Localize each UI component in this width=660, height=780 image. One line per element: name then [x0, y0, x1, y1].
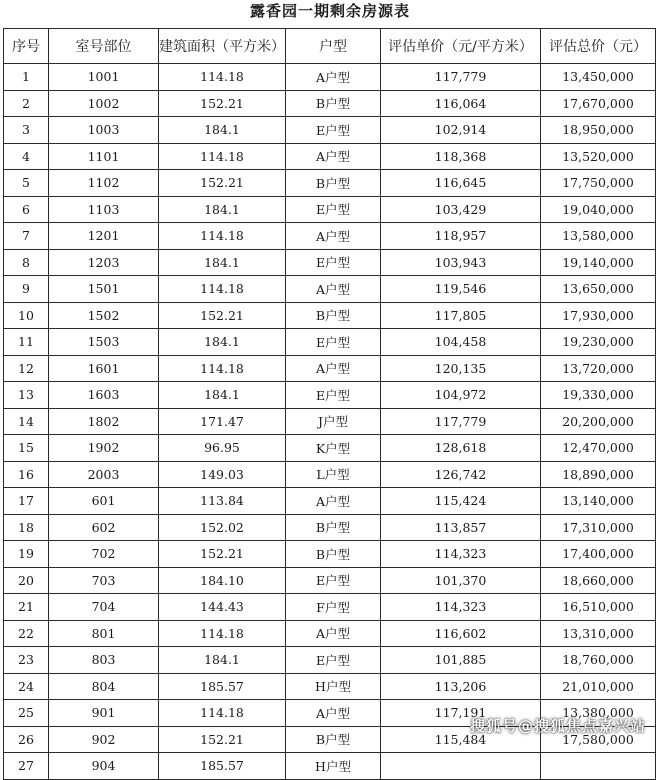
cell-type: A户型 [286, 488, 381, 515]
table-row [4, 408, 656, 435]
cell-area: 184.1 [159, 647, 286, 674]
cell-type: E户型 [286, 249, 381, 276]
cell-unit-price: 126,742 [381, 461, 541, 488]
cell-type: A户型 [286, 700, 381, 727]
cell-unit-price: 118,368 [381, 143, 541, 170]
table-row [4, 647, 656, 674]
cell-room: 902 [49, 726, 159, 753]
cell-type: A户型 [286, 620, 381, 647]
cell-area: 114.18 [159, 276, 286, 303]
cell-area: 152.02 [159, 514, 286, 541]
table-row [4, 329, 656, 356]
cell-room: 1902 [49, 435, 159, 462]
cell-type: A户型 [286, 64, 381, 91]
cell-type: K户型 [286, 435, 381, 462]
cell-total-price: 13,650,000 [541, 276, 656, 303]
cell-type: B户型 [286, 302, 381, 329]
cell-serial: 19 [4, 541, 49, 568]
cell-room: 1102 [49, 170, 159, 197]
cell-area: 184.1 [159, 329, 286, 356]
cell-type: B户型 [286, 541, 381, 568]
cell-unit-price: 119,546 [381, 276, 541, 303]
cell-type: E户型 [286, 567, 381, 594]
cell-serial: 20 [4, 567, 49, 594]
cell-type: A户型 [286, 355, 381, 382]
table-row [4, 435, 656, 462]
cell-type: A户型 [286, 276, 381, 303]
cell-unit-price: 117,805 [381, 302, 541, 329]
table-row [4, 461, 656, 488]
header-type: 户型 [286, 29, 381, 64]
table-row [4, 541, 656, 568]
cell-room: 704 [49, 594, 159, 621]
cell-area: 114.18 [159, 64, 286, 91]
cell-room: 1603 [49, 382, 159, 409]
cell-serial: 9 [4, 276, 49, 303]
table-row [4, 90, 656, 117]
cell-total-price: 17,580,000 [541, 726, 656, 753]
cell-unit-price: 103,429 [381, 196, 541, 223]
cell-total-price: 18,660,000 [541, 567, 656, 594]
cell-area: 184.1 [159, 196, 286, 223]
table-row [4, 594, 656, 621]
table-row [4, 249, 656, 276]
cell-serial: 17 [4, 488, 49, 515]
cell-total-price: 17,670,000 [541, 90, 656, 117]
cell-area: 185.57 [159, 673, 286, 700]
cell-unit-price [381, 753, 541, 780]
cell-total-price: 19,140,000 [541, 249, 656, 276]
cell-unit-price: 104,972 [381, 382, 541, 409]
header-total-price: 评估总价（元） [541, 29, 656, 64]
cell-serial: 16 [4, 461, 49, 488]
cell-area: 152.21 [159, 302, 286, 329]
cell-total-price: 21,010,000 [541, 673, 656, 700]
cell-room: 1203 [49, 249, 159, 276]
header-area: 建筑面积（平方米） [159, 29, 286, 64]
cell-unit-price: 117,779 [381, 408, 541, 435]
cell-area: 185.57 [159, 753, 286, 780]
cell-room: 1601 [49, 355, 159, 382]
cell-total-price: 17,750,000 [541, 170, 656, 197]
cell-area: 152.21 [159, 726, 286, 753]
page-title: 露香园一期剩余房源表 [249, 2, 410, 20]
cell-serial: 15 [4, 435, 49, 462]
cell-room: 1101 [49, 143, 159, 170]
cell-area: 184.1 [159, 117, 286, 144]
cell-room: 1501 [49, 276, 159, 303]
cell-unit-price: 101,370 [381, 567, 541, 594]
table-row [4, 64, 656, 91]
cell-unit-price: 116,645 [381, 170, 541, 197]
cell-type: J户型 [286, 408, 381, 435]
housing-table [3, 28, 656, 780]
cell-serial: 4 [4, 143, 49, 170]
cell-total-price: 13,310,000 [541, 620, 656, 647]
cell-unit-price: 118,957 [381, 223, 541, 250]
cell-area: 96.95 [159, 435, 286, 462]
cell-type: H户型 [286, 753, 381, 780]
cell-area: 152.21 [159, 541, 286, 568]
cell-serial: 5 [4, 170, 49, 197]
cell-serial: 1 [4, 64, 49, 91]
cell-room: 1802 [49, 408, 159, 435]
cell-serial: 23 [4, 647, 49, 674]
cell-type: B户型 [286, 90, 381, 117]
cell-room: 1103 [49, 196, 159, 223]
cell-total-price: 17,930,000 [541, 302, 656, 329]
header-row [4, 29, 656, 64]
cell-total-price: 13,520,000 [541, 143, 656, 170]
cell-area: 149.03 [159, 461, 286, 488]
cell-serial: 26 [4, 726, 49, 753]
cell-type: E户型 [286, 329, 381, 356]
cell-serial: 18 [4, 514, 49, 541]
table-row [4, 567, 656, 594]
cell-area: 114.18 [159, 223, 286, 250]
cell-serial: 8 [4, 249, 49, 276]
table-row [4, 196, 656, 223]
cell-total-price: 13,720,000 [541, 355, 656, 382]
cell-room: 702 [49, 541, 159, 568]
cell-serial: 10 [4, 302, 49, 329]
table-row [4, 170, 656, 197]
cell-type: B户型 [286, 514, 381, 541]
cell-serial: 22 [4, 620, 49, 647]
header-room: 室号部位 [49, 29, 159, 64]
table-row [4, 514, 656, 541]
cell-serial: 25 [4, 700, 49, 727]
cell-unit-price: 120,135 [381, 355, 541, 382]
cell-serial: 21 [4, 594, 49, 621]
cell-type: A户型 [286, 223, 381, 250]
cell-area: 184.10 [159, 567, 286, 594]
table-row [4, 355, 656, 382]
cell-unit-price: 104,458 [381, 329, 541, 356]
cell-area: 171.47 [159, 408, 286, 435]
table-row [4, 673, 656, 700]
cell-type: E户型 [286, 196, 381, 223]
watermark: 搜狐号@搜狐焦点嘉兴站 [469, 717, 646, 735]
cell-serial: 13 [4, 382, 49, 409]
cell-area: 114.18 [159, 620, 286, 647]
cell-total-price: 19,330,000 [541, 382, 656, 409]
table-row [4, 143, 656, 170]
cell-room: 602 [49, 514, 159, 541]
cell-type: B户型 [286, 726, 381, 753]
cell-unit-price: 117,191 [381, 700, 541, 727]
cell-area: 114.18 [159, 143, 286, 170]
cell-room: 1201 [49, 223, 159, 250]
cell-area: 113.84 [159, 488, 286, 515]
cell-type: E户型 [286, 647, 381, 674]
table-row [4, 117, 656, 144]
cell-area: 184.1 [159, 382, 286, 409]
cell-total-price: 18,950,000 [541, 117, 656, 144]
table-row [4, 302, 656, 329]
cell-area: 144.43 [159, 594, 286, 621]
cell-unit-price: 116,602 [381, 620, 541, 647]
cell-unit-price: 128,618 [381, 435, 541, 462]
cell-room: 1503 [49, 329, 159, 356]
cell-unit-price: 115,424 [381, 488, 541, 515]
cell-room: 601 [49, 488, 159, 515]
cell-serial: 24 [4, 673, 49, 700]
cell-unit-price: 114,323 [381, 541, 541, 568]
cell-total-price: 13,380,000 [541, 700, 656, 727]
cell-room: 804 [49, 673, 159, 700]
cell-serial: 2 [4, 90, 49, 117]
header-unit-price: 评估单价（元/平方米） [381, 29, 541, 64]
cell-total-price: 18,760,000 [541, 647, 656, 674]
cell-serial: 3 [4, 117, 49, 144]
cell-room: 904 [49, 753, 159, 780]
cell-room: 1001 [49, 64, 159, 91]
cell-total-price: 17,400,000 [541, 541, 656, 568]
cell-unit-price: 114,323 [381, 594, 541, 621]
cell-type: L户型 [286, 461, 381, 488]
cell-unit-price: 113,857 [381, 514, 541, 541]
cell-area: 152.21 [159, 170, 286, 197]
cell-unit-price: 116,064 [381, 90, 541, 117]
cell-total-price: 13,450,000 [541, 64, 656, 91]
cell-type: F户型 [286, 594, 381, 621]
table-row [4, 276, 656, 303]
table-row [4, 488, 656, 515]
cell-serial: 7 [4, 223, 49, 250]
table-row [4, 753, 656, 780]
cell-serial: 14 [4, 408, 49, 435]
cell-total-price: 19,040,000 [541, 196, 656, 223]
table-row [4, 620, 656, 647]
cell-type: H户型 [286, 673, 381, 700]
cell-total-price: 18,890,000 [541, 461, 656, 488]
cell-unit-price: 113,206 [381, 673, 541, 700]
cell-room: 1003 [49, 117, 159, 144]
cell-type: E户型 [286, 117, 381, 144]
cell-unit-price: 101,885 [381, 647, 541, 674]
cell-type: E户型 [286, 382, 381, 409]
cell-type: A户型 [286, 143, 381, 170]
cell-room: 901 [49, 700, 159, 727]
cell-unit-price: 102,914 [381, 117, 541, 144]
cell-total-price: 16,510,000 [541, 594, 656, 621]
table-row [4, 382, 656, 409]
cell-room: 1502 [49, 302, 159, 329]
cell-serial: 12 [4, 355, 49, 382]
cell-type: B户型 [286, 170, 381, 197]
cell-area: 184.1 [159, 249, 286, 276]
cell-serial: 6 [4, 196, 49, 223]
cell-room: 801 [49, 620, 159, 647]
cell-room: 703 [49, 567, 159, 594]
cell-area: 114.18 [159, 355, 286, 382]
cell-unit-price: 103,943 [381, 249, 541, 276]
cell-room: 1002 [49, 90, 159, 117]
cell-total-price: 12,470,000 [541, 435, 656, 462]
header-serial: 序号 [4, 29, 49, 64]
cell-total-price: 19,230,000 [541, 329, 656, 356]
cell-area: 152.21 [159, 90, 286, 117]
cell-total-price: 13,140,000 [541, 488, 656, 515]
cell-total-price: 17,310,000 [541, 514, 656, 541]
table-row [4, 223, 656, 250]
table-body [4, 64, 656, 780]
cell-unit-price: 117,779 [381, 64, 541, 91]
cell-total-price [541, 753, 656, 780]
cell-serial: 27 [4, 753, 49, 780]
cell-total-price: 13,580,000 [541, 223, 656, 250]
cell-area: 114.18 [159, 700, 286, 727]
cell-total-price: 20,200,000 [541, 408, 656, 435]
cell-room: 803 [49, 647, 159, 674]
cell-room: 2003 [49, 461, 159, 488]
cell-serial: 11 [4, 329, 49, 356]
cell-unit-price: 115,484 [381, 726, 541, 753]
